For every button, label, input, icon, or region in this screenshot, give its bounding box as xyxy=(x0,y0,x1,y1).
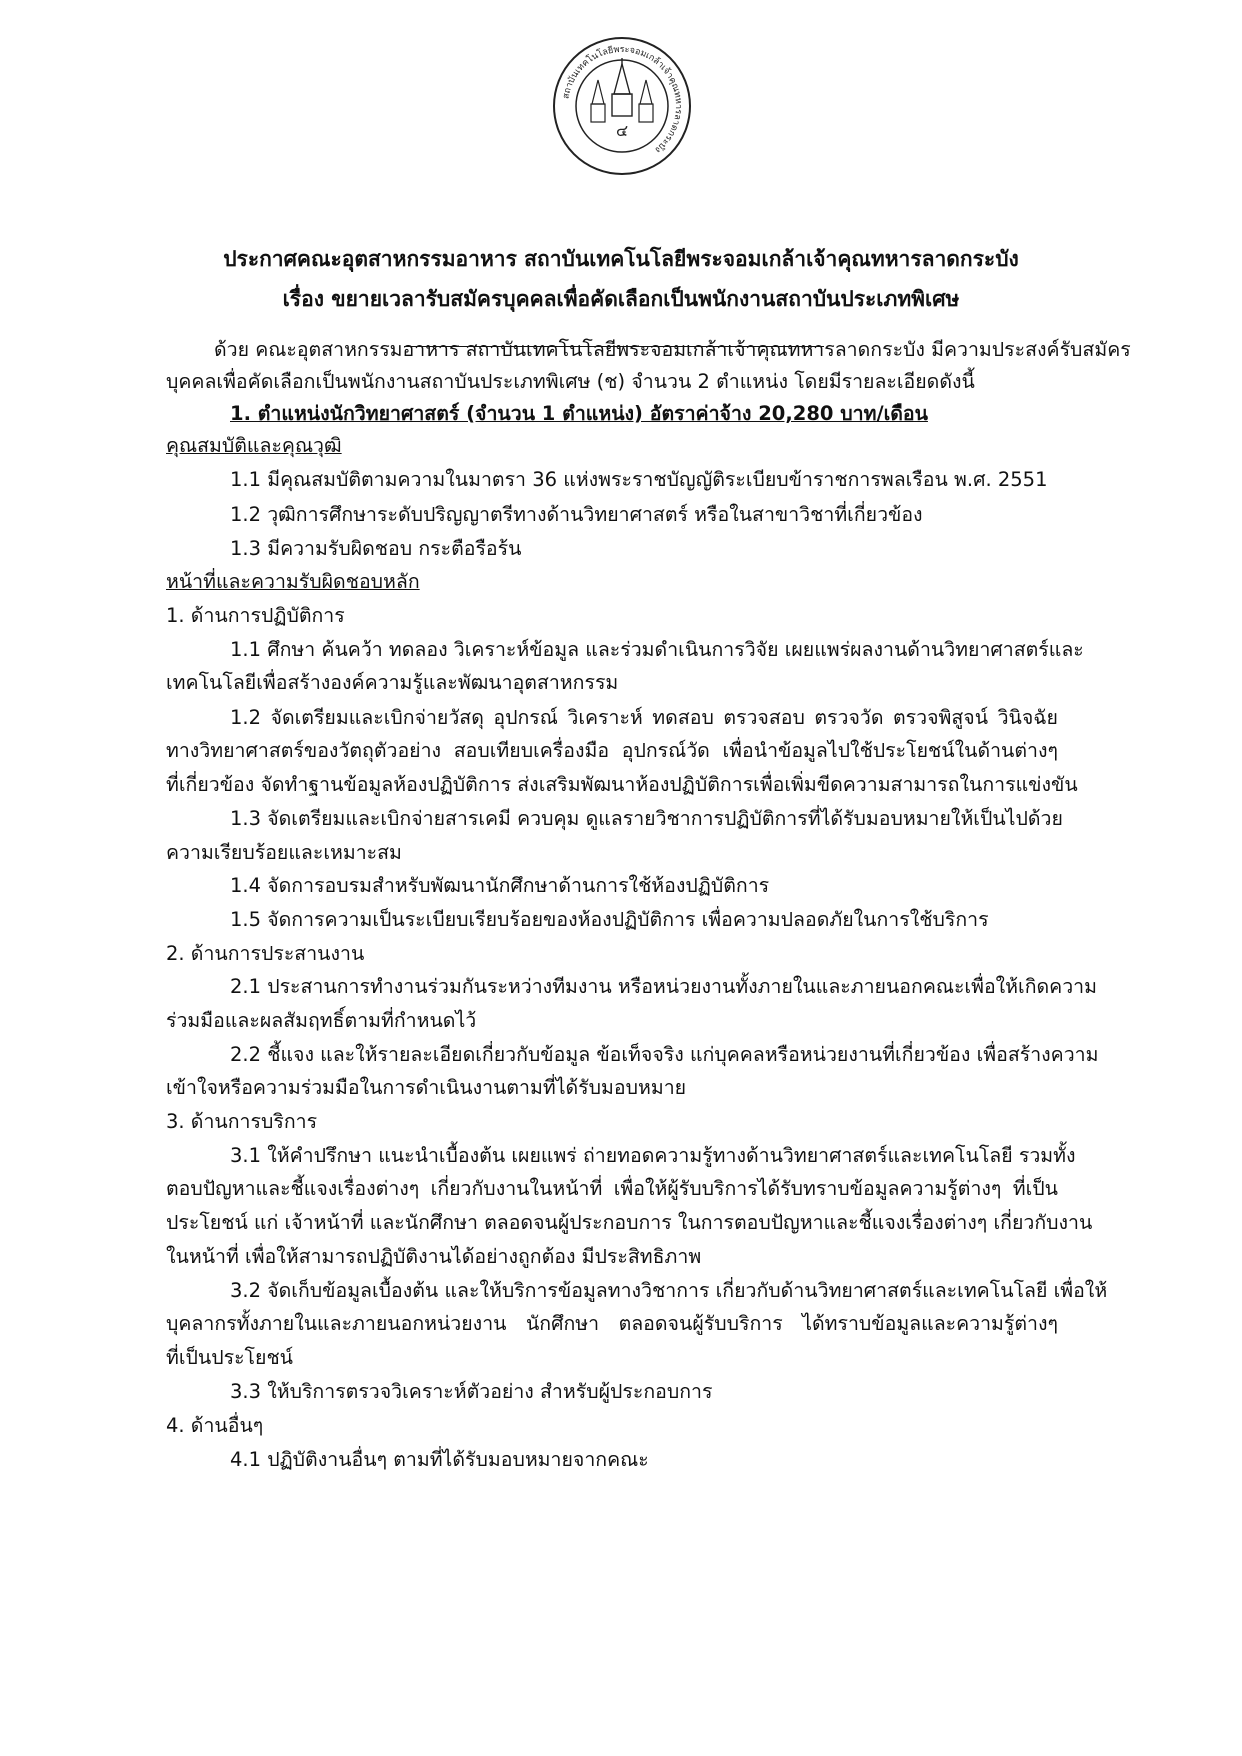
section-other: 4. ด้านอื่นๆ xyxy=(166,1414,264,1437)
section-coordination: 2. ด้านการประสานงาน xyxy=(166,942,365,965)
duty-3-2-line-2: บุคลากรทั้งภายในและภายนอกหน่วยงาน นักศึกษา ตลอดจนผู้รับบริการ ได้ทราบข้อมูลและความรู้ต่างๆ xyxy=(166,1312,1058,1335)
duty-2-1-line-1: 2.1 ประสานการทำงานร่วมกันระหว่างทีมงาน หรือหน่วยงานทั้งภายในและภายนอกคณะเพื่อให้เกิดความ xyxy=(230,975,1097,998)
position-heading: 1. ตำแหน่งนักวิทยาศาสตร์ (จำนวน 1 ตำแหน่ง) อัตราค่าจ้าง 20,280 บาท/เดือน xyxy=(230,402,928,425)
duty-2-1-line-2: ร่วมมือและผลสัมฤทธิ์ตามที่กำหนดไว้ xyxy=(166,1009,477,1032)
intro-line-2: บุคคลเพื่อคัดเลือกเป็นพนักงานสถาบันประเภทพิเศษ (ช) จำนวน 2 ตำแหน่ง โดยมีรายละเอียดดังนี้ xyxy=(166,370,975,393)
qualification-item-1: 1.1 มีคุณสมบัติตามความในมาตรา 36 แห่งพระราชบัญญัติระเบียบข้าราชการพลเรือน พ.ศ. 2551 xyxy=(230,468,1048,491)
svg-text:๔: ๔ xyxy=(615,121,629,140)
duty-3-1-line-4: ในหน้าที่ เพื่อให้สามารถปฏิบัติงานได้อย่างถูกต้อง มีประสิทธิภาพ xyxy=(166,1245,702,1268)
duty-3-1-line-3: ประโยชน์ แก่ เจ้าหน้าที่ และนักศึกษา ตลอดจนผู้ประกอบการ ในการตอบปัญหาและชี้แจงเรื่องต่างๆ เกี่ยวกับงาน xyxy=(166,1211,1093,1234)
announcement-title: ประกาศคณะอุตสาหกรรมอาหาร สถาบันเทคโนโลยีพระจอมเกล้าเจ้าคุณทหารลาดกระบัง xyxy=(223,247,1019,271)
qualification-heading: คุณสมบัติและคุณวุฒิ xyxy=(166,434,342,457)
duty-3-2-line-1: 3.2 จัดเก็บข้อมูลเบื้องต้น และให้บริการข้อมูลทางวิชาการ เกี่ยวกับด้านวิทยาศาสตร์และเทคโนโลยี เพื่อให้ xyxy=(230,1279,1108,1302)
qualification-item-2: 1.2 วุฒิการศึกษาระดับปริญญาตรีทางด้านวิทยาศาสตร์ หรือในสาขาวิชาที่เกี่ยวข้อง xyxy=(230,503,923,526)
institute-seal xyxy=(552,36,692,176)
duty-1-2-line-2: ทางวิทยาศาสตร์ของวัตถุตัวอย่าง สอบเทียบเครื่องมือ อุปกรณ์วัด เพื่อนำข้อมูลไปใช้ประโยชน์ในด้านต่างๆ xyxy=(166,739,1058,762)
duty-2-2-line-1: 2.2 ชี้แจง และให้รายละเอียดเกี่ยวกับข้อมูล ข้อเท็จจริง แก่บุคคลหรือหน่วยงานที่เกี่ยวข้อง เพื่อสร้างความ xyxy=(230,1043,1099,1066)
duty-3-3: 3.3 ให้บริการตรวจวิเคราะห์ตัวอย่าง สำหรับผู้ประกอบการ xyxy=(230,1380,713,1403)
section-operations: 1. ด้านการปฏิบัติการ xyxy=(166,604,345,627)
duty-1-1-line-1: 1.1 ศึกษา ค้นคว้า ทดลอง วิเคราะห์ข้อมูล และร่วมดำเนินการวิจัย เผยแพร่ผลงานด้านวิทยาศาสตร์และ xyxy=(230,638,1084,661)
duty-4-1: 4.1 ปฏิบัติงานอื่นๆ ตามที่ได้รับมอบหมายจากคณะ xyxy=(230,1448,649,1471)
duty-3-2-line-3: ที่เป็นประโยชน์ xyxy=(166,1346,294,1369)
svg-text:สถาบันเทคโนโลยีพระจอมเกล้าเจ้า: สถาบันเทคโนโลยีพระจอมเกล้าเจ้าคุณทหารลาดกระบัง xyxy=(561,44,684,155)
duty-1-2-line-1: 1.2 จัดเตรียมและเบิกจ่ายวัสดุ อุปกรณ์ วิเคราะห์ ทดสอบ ตรวจสอบ ตรวจวัด ตรวจพิสูจน์ วินิจฉัย xyxy=(230,706,1058,729)
duty-1-3-line-2: ความเรียบร้อยและเหมาะสม xyxy=(166,841,402,864)
duty-1-3-line-1: 1.3 จัดเตรียมและเบิกจ่ายสารเคมี ควบคุม ดูแลรายวิชาการปฏิบัติการที่ได้รับมอบหมายให้เป็นไปด้วย xyxy=(230,807,1063,830)
duty-2-2-line-2: เข้าใจหรือความร่วมมือในการดำเนินงานตามที่ได้รับมอบหมาย xyxy=(166,1076,687,1099)
duty-1-4: 1.4 จัดการอบรมสำหรับพัฒนานักศึกษาด้านการใช้ห้องปฏิบัติการ xyxy=(230,874,770,897)
duty-heading: หน้าที่และความรับผิดชอบหลัก xyxy=(166,570,420,593)
section-service: 3. ด้านการบริการ xyxy=(166,1110,318,1133)
duty-1-5: 1.5 จัดการความเป็นระเบียบเรียบร้อยของห้องปฏิบัติการ เพื่อความปลอดภัยในการใช้บริการ xyxy=(230,908,989,931)
duty-1-1-line-2: เทคโนโลยีเพื่อสร้างองค์ความรู้และพัฒนาอุตสาหกรรม xyxy=(166,671,619,694)
qualification-item-3: 1.3 มีความรับผิดชอบ กระตือรือร้น xyxy=(230,537,522,560)
duty-3-1-line-1: 3.1 ให้คำปรึกษา แนะนำเบื้องต้น เผยแพร่ ถ่ายทอดความรู้ทางด้านวิทยาศาสตร์และเทคโนโลยี รวมทั้ง xyxy=(230,1144,1076,1167)
intro-line-1: ด้วย คณะอุตสาหกรรมอาหาร สถาบันเทคโนโลยีพระจอมเกล้าเจ้าคุณทหารลาดกระบัง มีความประสงค์รับสมัคร xyxy=(214,338,1131,361)
announcement-subject: เรื่อง ขยายเวลารับสมัครบุคคลเพื่อคัดเลือกเป็นพนักงานสถาบันประเภทพิเศษ xyxy=(282,287,960,311)
duty-3-1-line-2: ตอบปัญหาและชี้แจงเรื่องต่างๆ เกี่ยวกับงานในหน้าที่ เพื่อให้ผู้รับบริการได้รับทราบข้อมูลความรู้ต่างๆ ที่เป็น xyxy=(166,1177,1058,1200)
duty-1-2-line-3: ที่เกี่ยวข้อง จัดทำฐานข้อมูลห้องปฏิบัติการ ส่งเสริมพัฒนาห้องปฏิบัติการเพื่อเพิ่มขีดความสามารถในการแข่งขัน xyxy=(166,773,1078,796)
